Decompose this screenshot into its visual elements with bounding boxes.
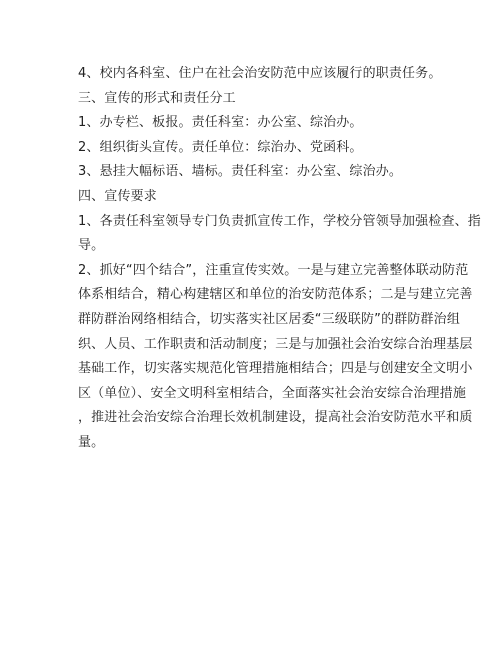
text-line: 量。 <box>78 434 105 450</box>
text-line: 1、各责任科室领导专门负责抓宣传工作，学校分管领导加强检查、指 <box>78 213 481 229</box>
text-line: 体系相结合，精心构建辖区和单位的治安防范体系；二是与建立完善 <box>78 287 473 303</box>
text-line: 群防群治网络相结合，切实落实社区居委“三级联防”的群防群治组 <box>78 311 460 327</box>
text-line: ，推进社会治安综合治理长效机制建设，提高社会治安防范水平和质 <box>78 410 473 426</box>
text-line: 导。 <box>78 238 105 254</box>
text-line: 4、校内各科室、住户在社会治安防范中应该履行的职责任务。 <box>78 66 442 81</box>
text-line: 3、悬挂大幅标语、墙标。责任科室：办公室、综治办。 <box>78 164 403 180</box>
text-line: 1、办专栏、板报。责任科室：办公室、综治办。 <box>78 115 363 131</box>
text-line: 基础工作，切实落实规范化管理措施相结合；四是与创建安全文明小 <box>78 361 473 377</box>
text-line: 2、组织街头宣传。责任单位：综治办、党函科。 <box>78 139 363 155</box>
section-heading: 三、宣传的形式和责任分工 <box>78 90 236 106</box>
text-line: 织、人员、工作职责和活动制度；三是与加强社会治安综合治理基层 <box>78 336 473 352</box>
text-line: 2、抓好“四个结合”，注重宣传实效。一是与建立完善整体联动防范 <box>78 262 469 278</box>
text-line: 区（单位）、安全文明科室相结合，全面落实社会治安综合治理措施 <box>78 385 467 401</box>
section-heading: 四、宣传要求 <box>78 188 157 204</box>
document-body <box>78 62 481 456</box>
